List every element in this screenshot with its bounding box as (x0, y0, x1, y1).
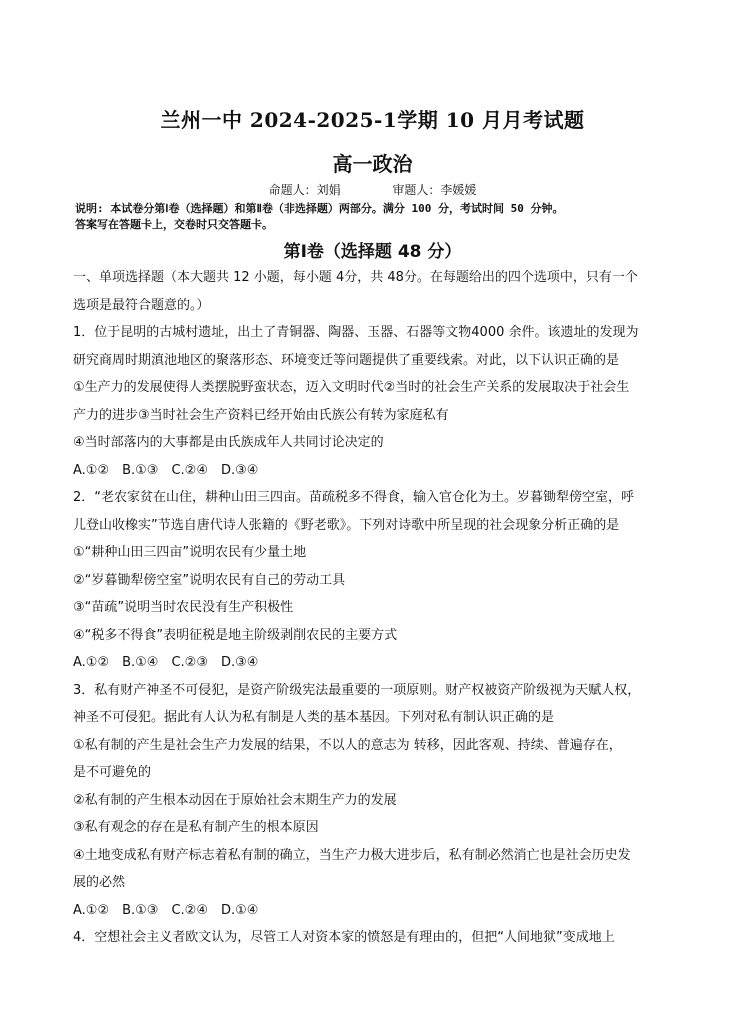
text-line: ①私有制的产生是社会生产力发展的结果，不以人的意志为 转移，因此客观、持续、普遍存在， (73, 737, 622, 753)
text-line: 一、单项选择题（本大题共 12 小题，每小题 4分，共 48分。在每题给出的四个选项中，只有一个 (73, 270, 638, 285)
text-line: ②私有制的产生根本动因在于原始社会末期生产力的发展 (73, 792, 397, 808)
instructions-note (75, 201, 685, 233)
text-line: ④土地变成私有财产标志着私有制的确立，当生产力极大进步后，私有制必然消亡也是社会历史发 (73, 847, 631, 863)
text-line: ③私有观念的存在是私有制产生的根本原因 (73, 820, 319, 835)
answer-options: A.①② B.①③ C.②④ D.①④ (73, 902, 259, 918)
text-line: 神圣不可侵犯。据此有人认为私有制是人类的基本基因。下列对私有制认识正确的是 (73, 710, 555, 725)
instructions-line: 答案写在答题卡上，交卷时只交答题卡。 (75, 218, 273, 231)
text-line: 研究商周时期滇池地区的聚落形态、环境变迁等问题提供了重要线索。对此，以下认识正确的是 (73, 352, 620, 368)
exam-title: 兰州一中 2024-2025-1学期 10 月月考试题 (160, 108, 585, 132)
text-line: 3．私有财产神圣不可侵犯，是资产阶级宪法最重要的一项原则。财产权被资产阶级视为天赋人权， (73, 682, 641, 698)
text-line: ④当时部落内的大事都是由氏族成年人共同讨论决定的 (73, 435, 384, 450)
text-line: ①“耕种山田三四亩”说明农民有少量土地 (73, 545, 307, 560)
answer-options: A.①② B.①③ C.②④ D.③④ (73, 462, 259, 478)
text-line: 产力的进步③当时社会生产资料已经开始由氏族公有转为家庭私有 (73, 407, 449, 423)
text-line: 选项是最符合题意的。） (73, 297, 210, 313)
subject-title: 高一政治 (332, 152, 413, 176)
text-line: ①生产力的发展使得人类摆脱野蛮状态，迈入文明时代②当时的社会生产关系的发展取决于社会生 (73, 380, 630, 395)
text-line: 是不可避免的 (73, 765, 152, 780)
section-title: 第Ⅰ卷（选择题 48 分） (283, 242, 462, 262)
text-line: 展的必然 (73, 875, 126, 890)
author-name: 命题人：刘娟 (268, 183, 341, 197)
text-line: 儿登山收橡实”节选自唐代诗人张籍的《野老歌》。下列对诗歌中所呈现的社会现象分析正确的是 (73, 517, 620, 533)
text-line: 2．“老农家贫在山住，耕种山田三四亩。苗疏税多不得食，输入官仓化为土。岁暮锄犁傍空室，呼 (73, 490, 635, 505)
text-line: ④“税多不得食”表明征税是地主阶级剥削农民的主要方式 (73, 627, 398, 643)
text-line: ③“苗疏”说明当时农民没有生产积极性 (73, 600, 294, 615)
question-body (73, 264, 685, 952)
reviewer-name: 审题人：李媛媛 (392, 183, 477, 197)
text-line: 1．位于昆明的古城村遗址，出土了青铜器、陶器、玉器、石器等文物4000 余件。该遗址的发现为 (73, 325, 639, 340)
text-line: 4．空想社会主义者欧文认为，尽管工人对资本家的愤怒是有理由的，但把“人间地狱”变成地上 (73, 930, 615, 945)
authors-line (0, 181, 745, 198)
instructions-line: 说明: 本试卷分第Ⅰ卷（选择题）和第Ⅱ卷（非选择题）两部分。满分 100 分，考试时间 50 分钟。 (75, 202, 564, 215)
text-line: ②“岁暮锄犁傍空室”说明农民有自己的劳动工具 (73, 572, 346, 588)
answer-options: A.①② B.①④ C.②③ D.③④ (73, 655, 259, 670)
